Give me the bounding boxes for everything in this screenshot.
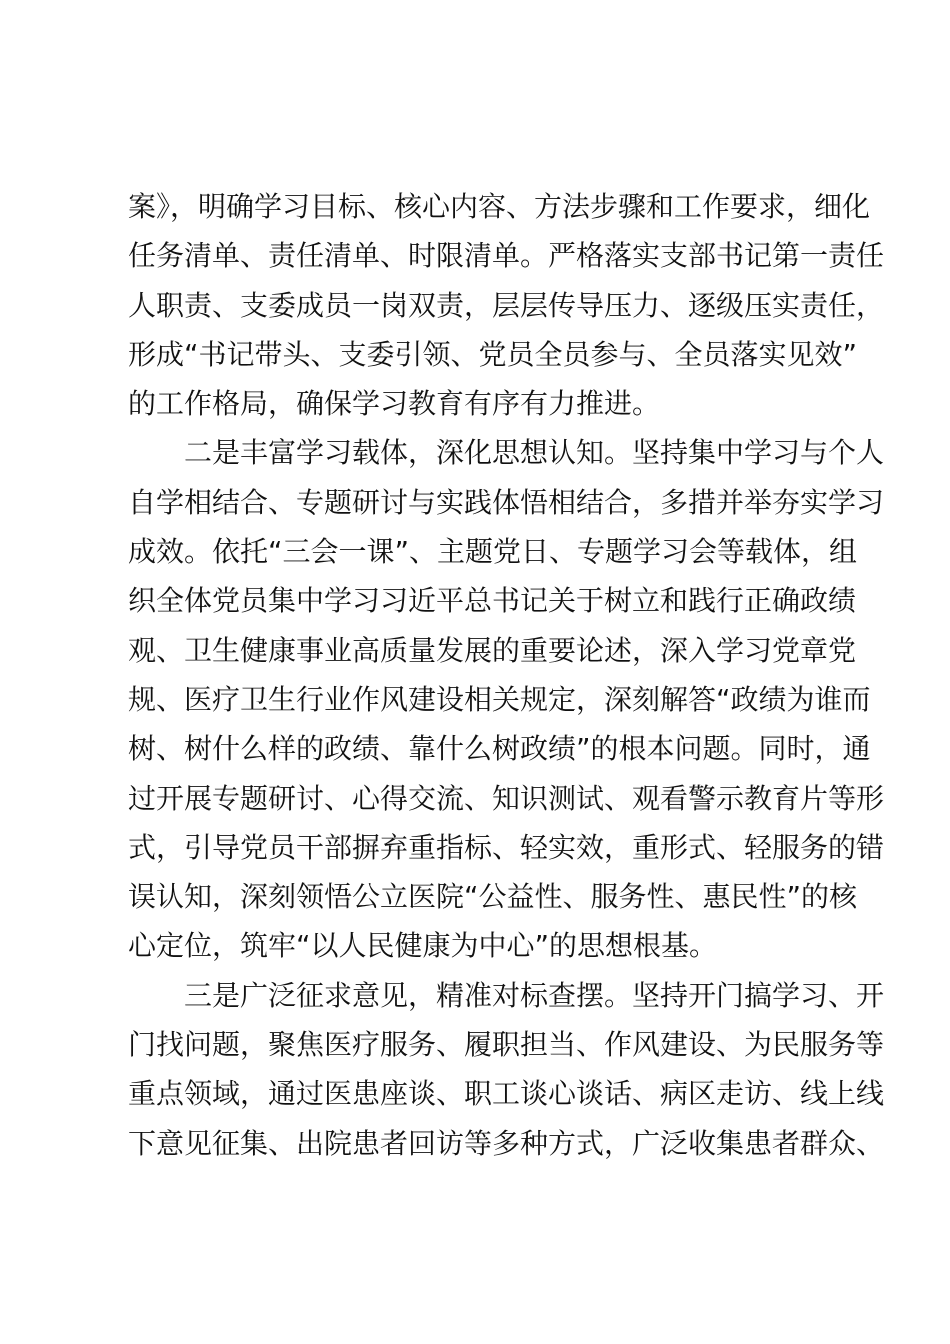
text-line: 二是丰富学习载体，深化思想认知。坚持集中学习与个人 [184, 436, 885, 470]
text-line: 重点领域，通过医患座谈、职工谈心谈话、病区走访、线上线 [128, 1077, 885, 1111]
text-line: 下意见征集、出院患者回访等多种方式，广泛收集患者群众、 [128, 1126, 885, 1160]
text-line: 的工作格局，确保学习教育有序有力推进。 [128, 387, 661, 421]
paragraph-2 [128, 428, 885, 970]
text-line: 误认知，深刻领悟公立医院“公益性、服务性、惠民性”的核 [128, 880, 858, 914]
text-line: 成效。依托“三会一课”、主题党日、专题学习会等载体，组 [128, 535, 858, 569]
text-line: 门找问题，聚焦医疗服务、履职担当、作风建设、为民服务等 [128, 1028, 885, 1062]
text-line: 形成“书记带头、支委引领、党员全员参与、全员落实见效” [128, 337, 858, 371]
text-line: 心定位，筑牢“以人民健康为中心”的思想根基。 [128, 929, 718, 963]
text-line: 人职责、支委成员一岗双责，层层传导压力、逐级压实责任， [128, 288, 885, 322]
text-line: 过开展专题研讨、心得交流、知识测试、观看警示教育片等形 [128, 781, 885, 815]
text-line: 任务清单、责任清单、时限清单。严格落实支部书记第一责任 [128, 239, 885, 273]
text-line: 自学相结合、专题研讨与实践体悟相结合，多措并举夯实学习 [128, 485, 885, 519]
document-body [128, 182, 885, 1168]
text-line: 树、树什么样的政绩、靠什么树政绩”的根本问题。同时，通 [128, 732, 871, 766]
text-line: 观、卫生健康事业高质量发展的重要论述，深入学习党章党 [128, 633, 857, 667]
text-line: 规、医疗卫生行业作风建设相关规定，深刻解答“政绩为谁而 [128, 682, 871, 716]
paragraph-1 [128, 182, 885, 428]
text-line: 三是广泛征求意见，精准对标查摆。坚持开门搞学习、开 [184, 978, 885, 1012]
paragraph-3 [128, 971, 885, 1168]
text-line: 案》，明确学习目标、核心内容、方法步骤和工作要求，细化 [128, 190, 871, 223]
text-line: 式，引导党员干部摒弃重指标、轻实效，重形式、轻服务的错 [128, 830, 885, 864]
text-line: 织全体党员集中学习习近平总书记关于树立和践行正确政绩 [128, 584, 857, 618]
